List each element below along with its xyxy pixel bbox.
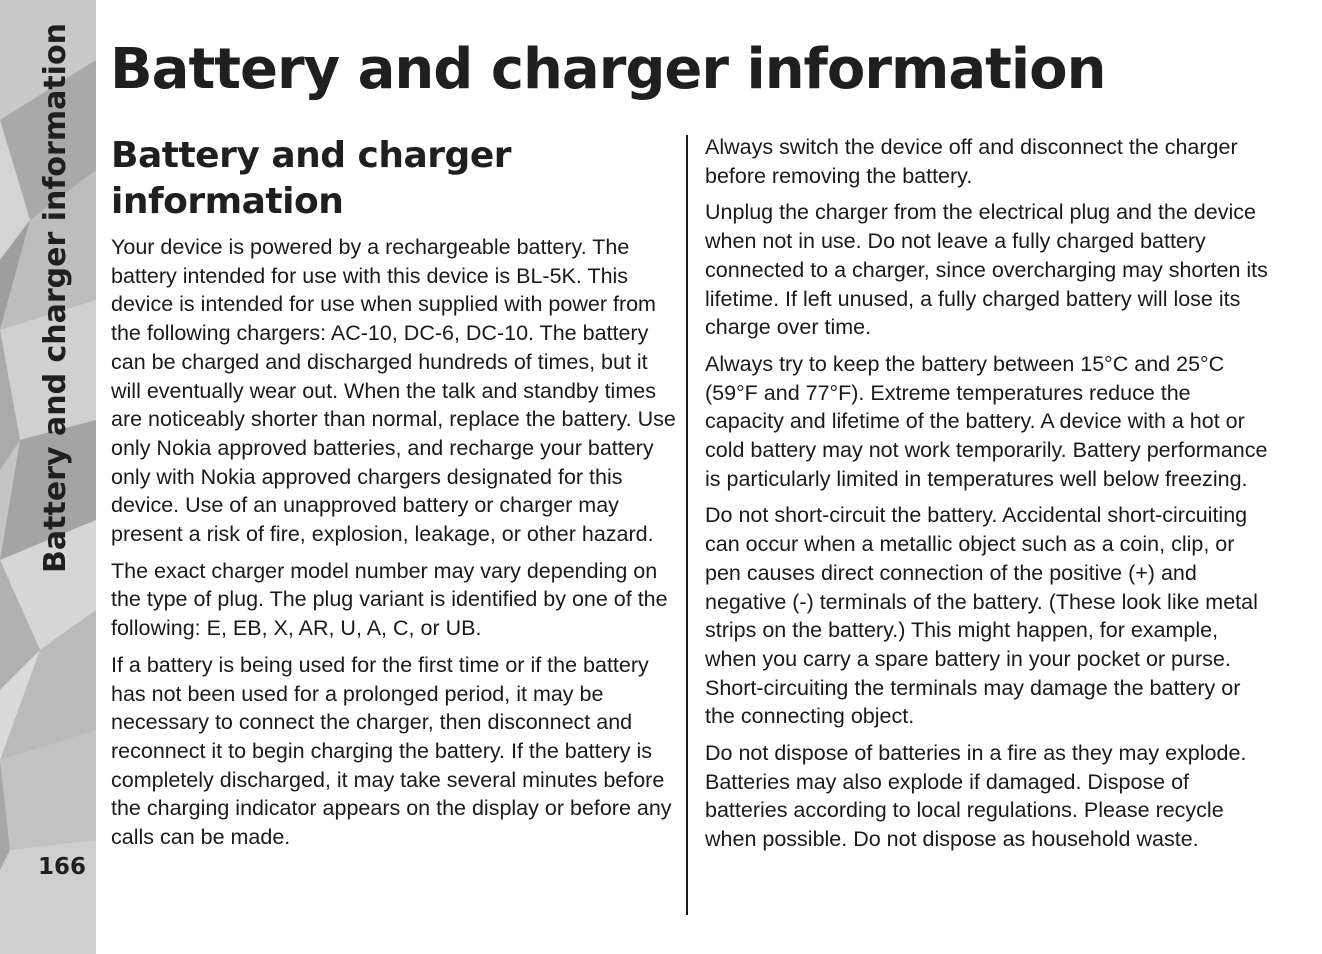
paragraph: If a battery is being used for the first time or if the battery has not been used for a prolonged period, it may be necessary to connect the charger, then disconnect and reconnect it to begin charging the battery. If the battery is completely discharged, it may take several minutes before the charging indicator appears on the display or before any calls can be made. — [111, 652, 672, 850]
paragraph: Your device is powered by a rechargeable battery. The battery intended for use with this device is BL-5K. This device is intended for use when supplied with power from the following chargers: AC-10, DC-6, DC-10. The battery can be charged and discharged hundreds of times, but it will eventually wear out. When the talk and standby times are noticeably shorter than normal, replace the battery. Use only Nokia approved batteries, and recharge your battery only with Nokia approved chargers designated for this device. Use of an unapproved battery or charger may present a risk of fire, explosion, leakage, or other hazard. — [111, 235, 676, 547]
paragraph: Always try to keep the battery between 15°C and 25°C (59°F and 77°F). Extreme temperatures reduce the capacity and lifetime of the battery. A device with a hot or cold battery may not work temporarily. Battery performance is particularly limited in temperatures well below freezing. — [705, 351, 1268, 491]
paragraph: Do not dispose of batteries in a fire as they may explode. Batteries may also explode if damaged. Dispose of batteries according to local regulations. Please recycle when possible. Do not dispose as household waste. — [705, 741, 1247, 852]
page-title: Battery and charger information — [110, 37, 1106, 102]
left-column — [111, 133, 677, 860]
paragraph: The exact charger model number may vary depending on the type of plug. The plug variant is identified by one of the following: E, EB, X, AR, U, A, C, or UB. — [111, 558, 668, 641]
paragraph: Unplug the charger from the electrical plug and the device when not in use. Do not leave a fully charged battery connected to a charger, since overcharging may shorten its lifetime. If left unused, a fully charged battery will lose its charge over time. — [705, 200, 1268, 340]
side-band — [0, 0, 96, 954]
paragraph: Always switch the device off and disconnect the charger before removing the battery. — [705, 135, 1238, 188]
column-divider — [686, 135, 688, 915]
page-number: 166 — [38, 854, 87, 880]
right-column — [705, 133, 1275, 862]
section-title-vertical: Battery and charger information — [38, 23, 73, 573]
paragraph: Do not short-circuit the battery. Accidental short-circuiting can occur when a metallic object such as a coin, clip, or pen causes direct connection of the positive (+) and negative (-) terminals of the battery. (These look like metal strips on the battery.) This might happen, for example, when you carry a spare battery in your pocket or purse. Short-circuiting the terminals may damage the battery or the connecting object. — [705, 503, 1258, 729]
section-heading: Battery and charger information — [111, 135, 511, 222]
